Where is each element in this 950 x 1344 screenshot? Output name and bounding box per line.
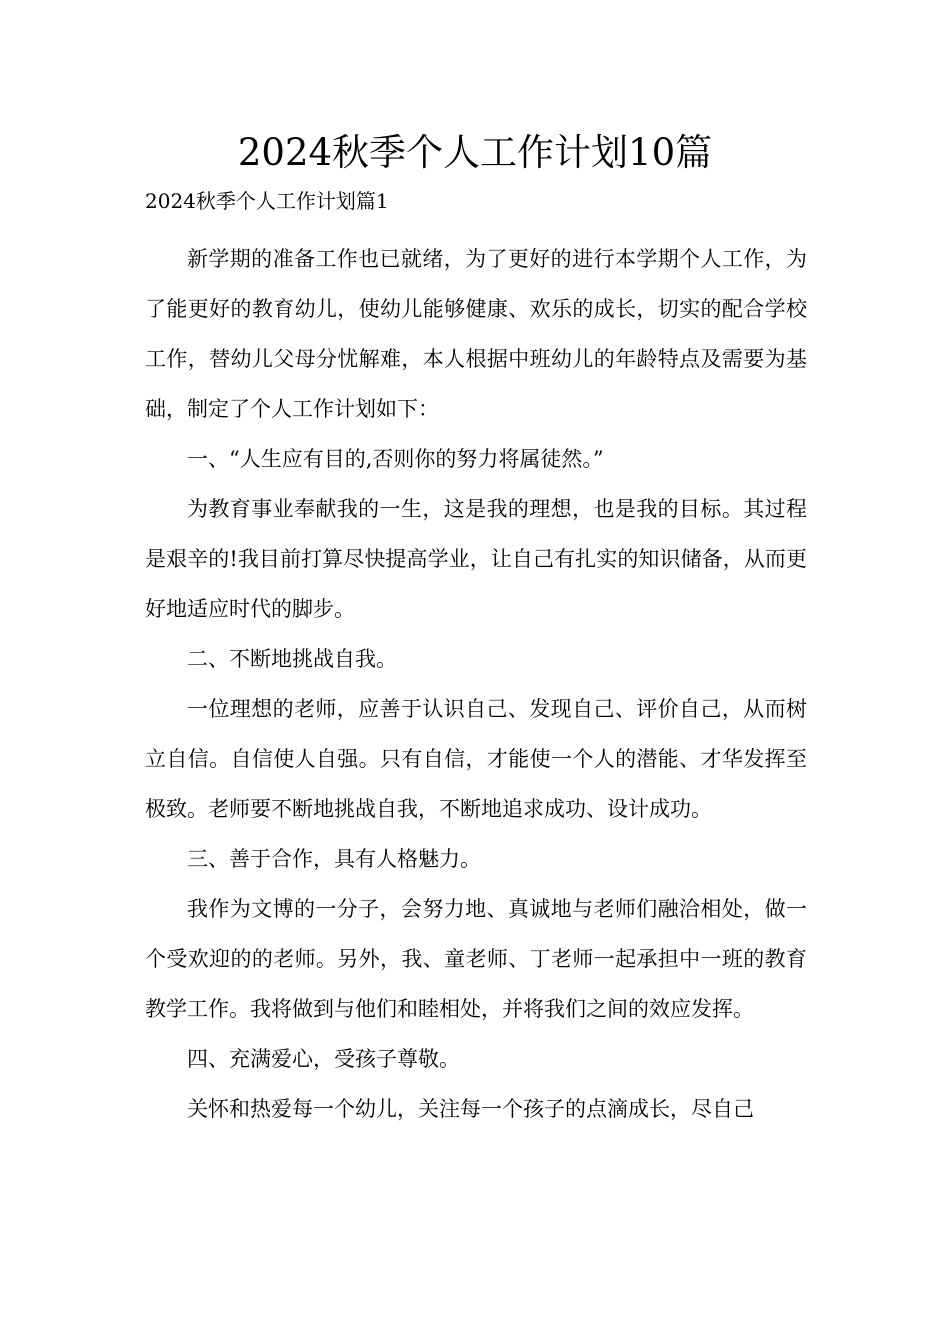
- paragraph-point-2: 一位理想的老师，应善于认识自己、发现自己、评价自己，从而树立自信。自信使人自强。只有自信，才能使一个人的潜能、才华发挥至极致。老师要不断地挑战自我，不断地追求成功、设计成功。: [145, 697, 807, 821]
- document-body: [145, 234, 807, 1134]
- heading-point-1: 一、“人生应有目的,否则你的努力将属徒然。”: [187, 447, 604, 471]
- heading-point-2: 二、不断地挑战自我。: [187, 647, 397, 671]
- section-subtitle: 2024秋季个人工作计划篇1: [145, 189, 389, 213]
- heading-point-4: 四、充满爱心，受孩子尊敬。: [187, 1047, 460, 1071]
- paragraph-point-1: 为教育事业奉献我的一生，这是我的理想，也是我的目标。其过程是艰辛的!我目前打算尽快提高学业，让自己有扎实的知识储备，从而更好地适应时代的脚步。: [145, 497, 807, 621]
- paragraph-intro: 新学期的准备工作也已就绪，为了更好的进行本学期个人工作，为了能更好的教育幼儿，使幼儿能够健康、欢乐的成长，切实的配合学校工作，替幼儿父母分忧解难，本人根据中班幼儿的年龄特点及需要为基础，制定了个人工作计划如下：: [145, 247, 807, 421]
- paragraph-point-4: 关怀和热爱每一个幼儿，关注每一个孩子的点滴成长，尽自己: [187, 1097, 754, 1121]
- document-title: 2024秋季个人工作计划10篇: [237, 131, 713, 174]
- paragraph-point-3: 我作为文博的一分子，会努力地、真诚地与老师们融洽相处，做一个受欢迎的的老师。另外，我、童老师、丁老师一起承担中一班的教育教学工作。我将做到与他们和睦相处，并将我们之间的效应发挥。: [145, 897, 807, 1021]
- heading-point-3: 三、善于合作，具有人格魅力。: [187, 847, 481, 871]
